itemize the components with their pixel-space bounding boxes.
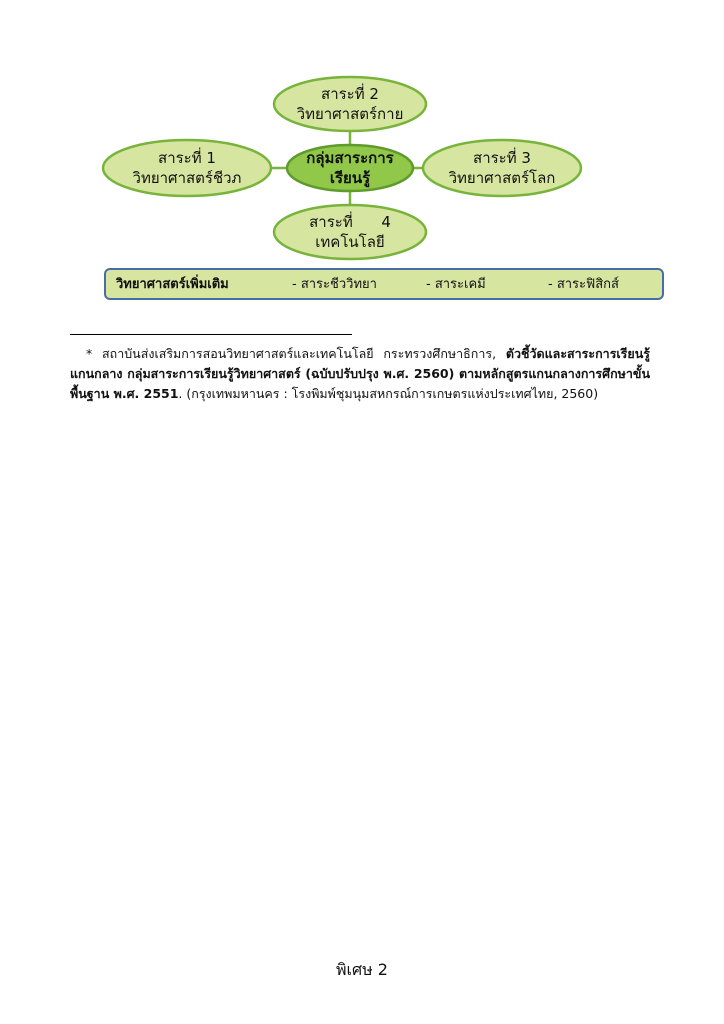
node-left <box>103 142 271 194</box>
footnote-separator <box>70 334 352 335</box>
learning-area-diagram <box>0 0 724 300</box>
footnote <box>70 344 650 404</box>
footnote-source: สถาบันส่งเสริมการสอนวิทยาศาสตร์และเทคโนโลยี กระทรวงศึกษาธิการ, <box>102 346 497 361</box>
node-top-line2: วิทยาศาสตร์กาย <box>296 105 404 123</box>
node-top-line1: สาระที่ 2 <box>321 85 379 103</box>
footnote-marker: * <box>86 346 93 361</box>
node-center <box>287 145 413 191</box>
node-center-line1: กลุ่มสาระการ <box>306 149 394 167</box>
additional-science-box <box>104 268 664 300</box>
node-bottom-line2: เทคโนโลยี <box>315 233 385 251</box>
node-right <box>423 142 581 194</box>
node-left-line1: สาระที่ 1 <box>158 149 216 167</box>
node-bottom-line1: สาระที่ 4 <box>309 213 391 231</box>
extra-item-biology: - สาระชีววิทยา <box>292 277 377 292</box>
footnote-publisher: . (กรุงเทพมหานคร : โรงพิมพ์ชุมนุมสหกรณ์การเกษตรแห่งประเทศไทย, 2560) <box>178 386 599 401</box>
additional-science-title: วิทยาศาสตร์เพิ่มเติม <box>116 277 229 292</box>
node-top <box>274 78 426 130</box>
node-center-line2: เรียนรู้ <box>329 169 371 187</box>
node-right-line2: วิทยาศาสตร์โลก <box>448 169 556 187</box>
extra-item-chemistry: - สาระเคมี <box>426 277 486 292</box>
page-number: พิเศษ 2 <box>336 960 388 979</box>
node-left-line2: วิทยาศาสตร์ชีวภ <box>132 169 242 187</box>
extra-item-physics: - สาระฟิสิกส์ <box>548 277 619 292</box>
footnote-title: ตัวชี้วัดและสาระการเรียนรู้แกนกลาง กลุ่มสาระการเรียนรู้วิทยาศาสตร์ (ฉบับปรับปรุง พ.ศ. 2560) ตามหลักสูตรแกนกลางการศึกษาขั้นพื้นฐาน พ.ศ. 2551 <box>70 346 650 401</box>
node-right-line1: สาระที่ 3 <box>473 149 531 167</box>
node-bottom <box>274 206 426 258</box>
